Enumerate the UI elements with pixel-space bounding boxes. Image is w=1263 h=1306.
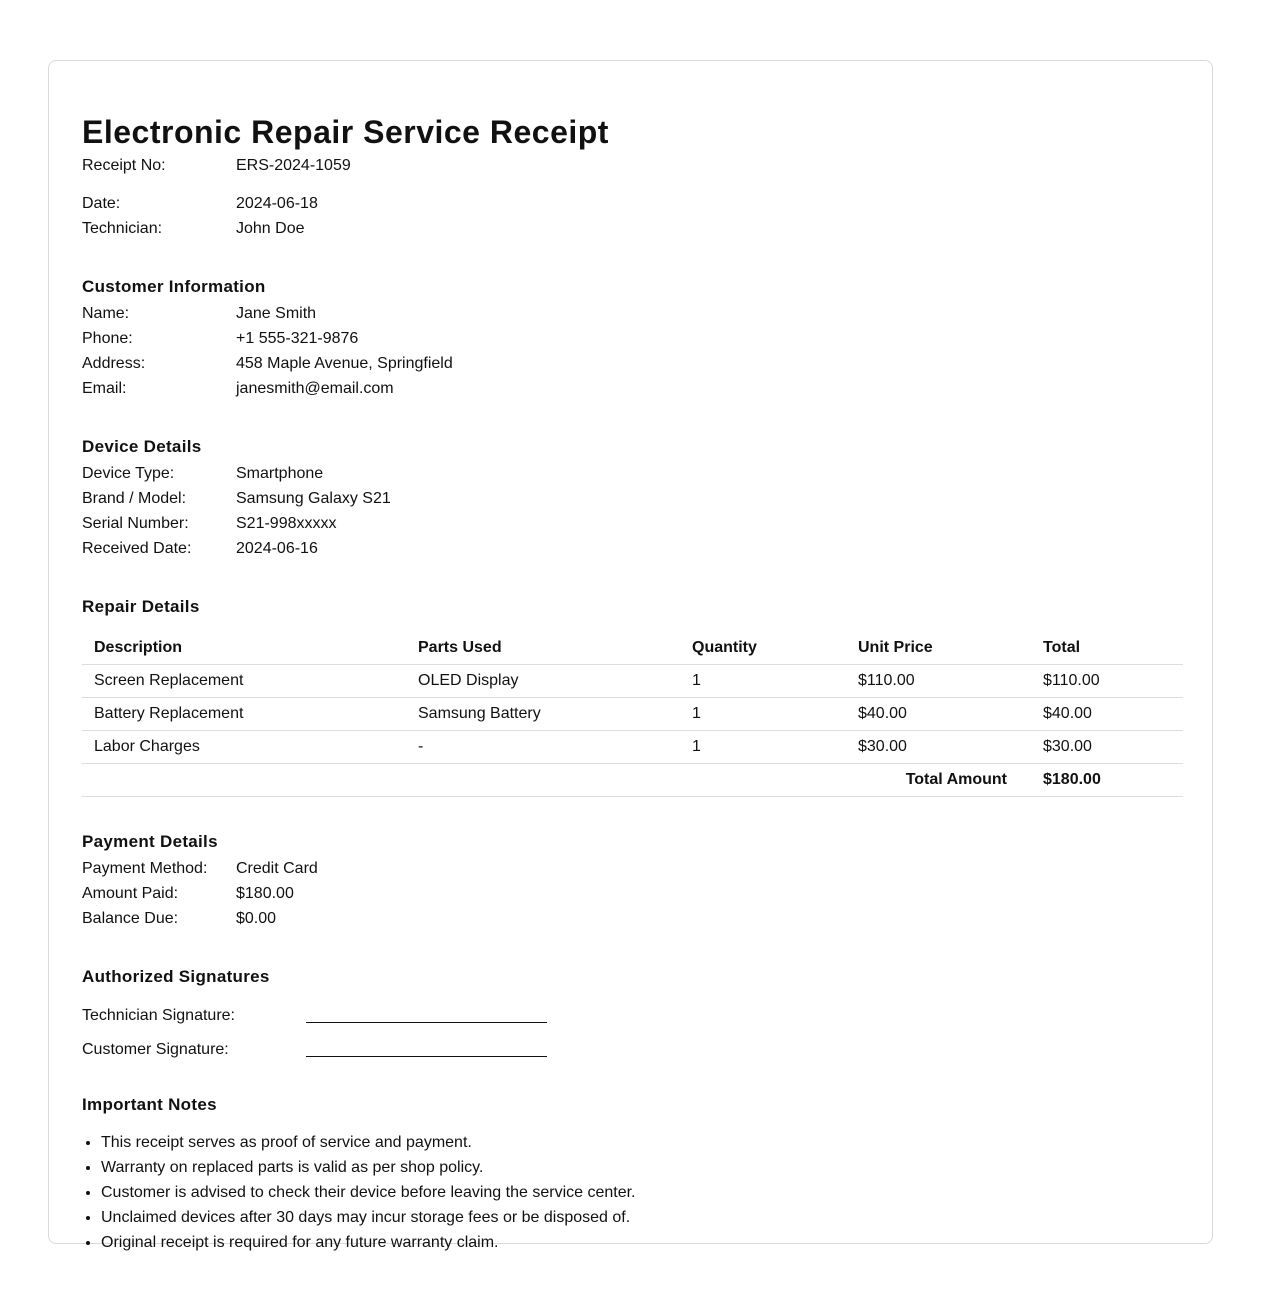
notes-list [82, 1130, 1182, 1255]
customer-name-row [82, 301, 1182, 326]
cell-total: $30.00 [1031, 731, 1183, 764]
customer-phone-row [82, 326, 1182, 351]
payment-method-value: Credit Card [236, 860, 318, 877]
list-item: • This receipt serves as proof of service and payment. [101, 1130, 1182, 1155]
device-section [82, 436, 1182, 561]
date-row [82, 191, 1182, 216]
amount-paid-row [82, 881, 1182, 906]
customer-heading: Customer Information [82, 277, 266, 296]
device-received-row [82, 536, 1182, 561]
list-item: • Warranty on replaced parts is valid as per shop policy. [101, 1155, 1182, 1180]
technician-signature-label: Technician Signature: [82, 1007, 235, 1024]
list-item: • Unclaimed devices after 30 days may incur storage fees or be disposed of. [101, 1205, 1182, 1230]
signatures-section [82, 966, 1182, 1059]
list-item: • Customer is advised to check their device before leaving the service center. [101, 1180, 1182, 1205]
amount-paid-value: $180.00 [236, 885, 294, 902]
device-received-value: 2024-06-16 [236, 540, 318, 557]
payment-method-row [82, 856, 1182, 881]
customer-signature-row [82, 1034, 1182, 1059]
cell-unit-price: $30.00 [846, 731, 1031, 764]
receipt-content [82, 111, 1182, 1255]
receipt-number-label: Receipt No: [82, 157, 166, 174]
device-serial-value: S21-998xxxxx [236, 515, 337, 532]
repair-section [82, 596, 1182, 797]
notes-heading: Important Notes [82, 1095, 217, 1114]
cell-parts: - [406, 731, 680, 764]
cell-description: Battery Replacement [82, 698, 406, 731]
column-header-description: Description [82, 632, 406, 665]
receipt-number-row [82, 153, 1182, 178]
device-type-row [82, 461, 1182, 486]
receipt-card [48, 60, 1213, 1251]
receipt-meta [82, 153, 1182, 241]
device-model-row [82, 486, 1182, 511]
customer-signature-label: Customer Signature: [82, 1041, 229, 1058]
cell-parts: OLED Display [406, 665, 680, 698]
amount-paid-label: Amount Paid: [82, 885, 179, 902]
cell-unit-price: $110.00 [846, 665, 1031, 698]
customer-section [82, 276, 1182, 401]
technician-label: Technician: [82, 220, 163, 237]
technician-signature-row [82, 1000, 1182, 1025]
device-type-label: Device Type: [82, 465, 175, 482]
device-model-label: Brand / Model: [82, 490, 187, 507]
repair-heading: Repair Details [82, 597, 200, 616]
cell-unit-price: $40.00 [846, 698, 1031, 731]
signatures-heading: Authorized Signatures [82, 967, 270, 986]
cell-description: Labor Charges [82, 731, 406, 764]
customer-name-value: Jane Smith [236, 305, 317, 322]
payment-section [82, 831, 1182, 931]
table-row [82, 698, 1183, 731]
date-label: Date: [82, 195, 121, 212]
receipt-title: Electronic Repair Service Receipt [82, 114, 609, 150]
total-amount-value: $180.00 [1031, 764, 1183, 797]
balance-due-row [82, 906, 1182, 931]
cell-total: $110.00 [1031, 665, 1183, 698]
customer-email-value: janesmith@email.com [236, 380, 394, 397]
column-header-quantity: Quantity [680, 632, 846, 665]
repair-table [82, 632, 1183, 797]
customer-address-row [82, 351, 1182, 376]
total-amount-label: Total Amount [82, 764, 1031, 797]
cell-quantity: 1 [680, 731, 846, 764]
payment-heading: Payment Details [82, 832, 218, 851]
customer-phone-value: +1 555-321-9876 [236, 330, 359, 347]
balance-due-label: Balance Due: [82, 910, 179, 927]
date-value: 2024-06-18 [236, 195, 318, 212]
device-model-value: Samsung Galaxy S21 [236, 490, 391, 507]
cell-parts: Samsung Battery [406, 698, 680, 731]
technician-signature-line [306, 1006, 547, 1023]
customer-address-value: 458 Maple Avenue, Springfield [236, 355, 453, 372]
balance-due-value: $0.00 [236, 910, 277, 927]
customer-email-label: Email: [82, 380, 127, 397]
customer-address-label: Address: [82, 355, 146, 372]
repair-table-header [82, 632, 1183, 665]
customer-email-row [82, 376, 1182, 401]
customer-name-label: Name: [82, 305, 130, 322]
device-type-value: Smartphone [236, 465, 324, 482]
receipt-number-value: ERS-2024-1059 [236, 157, 351, 174]
table-row [82, 731, 1183, 764]
device-received-label: Received Date: [82, 540, 192, 557]
device-serial-label: Serial Number: [82, 515, 189, 532]
column-header-unit-price: Unit Price [846, 632, 1031, 665]
column-header-total: Total [1031, 632, 1183, 665]
total-row [82, 764, 1183, 797]
technician-row [82, 216, 1182, 241]
customer-signature-line [306, 1040, 547, 1057]
device-heading: Device Details [82, 437, 202, 456]
technician-value: John Doe [236, 220, 305, 237]
payment-method-label: Payment Method: [82, 860, 208, 877]
cell-total: $40.00 [1031, 698, 1183, 731]
cell-quantity: 1 [680, 698, 846, 731]
column-header-parts: Parts Used [406, 632, 680, 665]
customer-phone-label: Phone: [82, 330, 133, 347]
cell-description: Screen Replacement [82, 665, 406, 698]
device-serial-row [82, 511, 1182, 536]
table-row [82, 665, 1183, 698]
list-item: • Original receipt is required for any future warranty claim. [101, 1230, 1182, 1255]
notes-section [82, 1094, 1182, 1255]
cell-quantity: 1 [680, 665, 846, 698]
